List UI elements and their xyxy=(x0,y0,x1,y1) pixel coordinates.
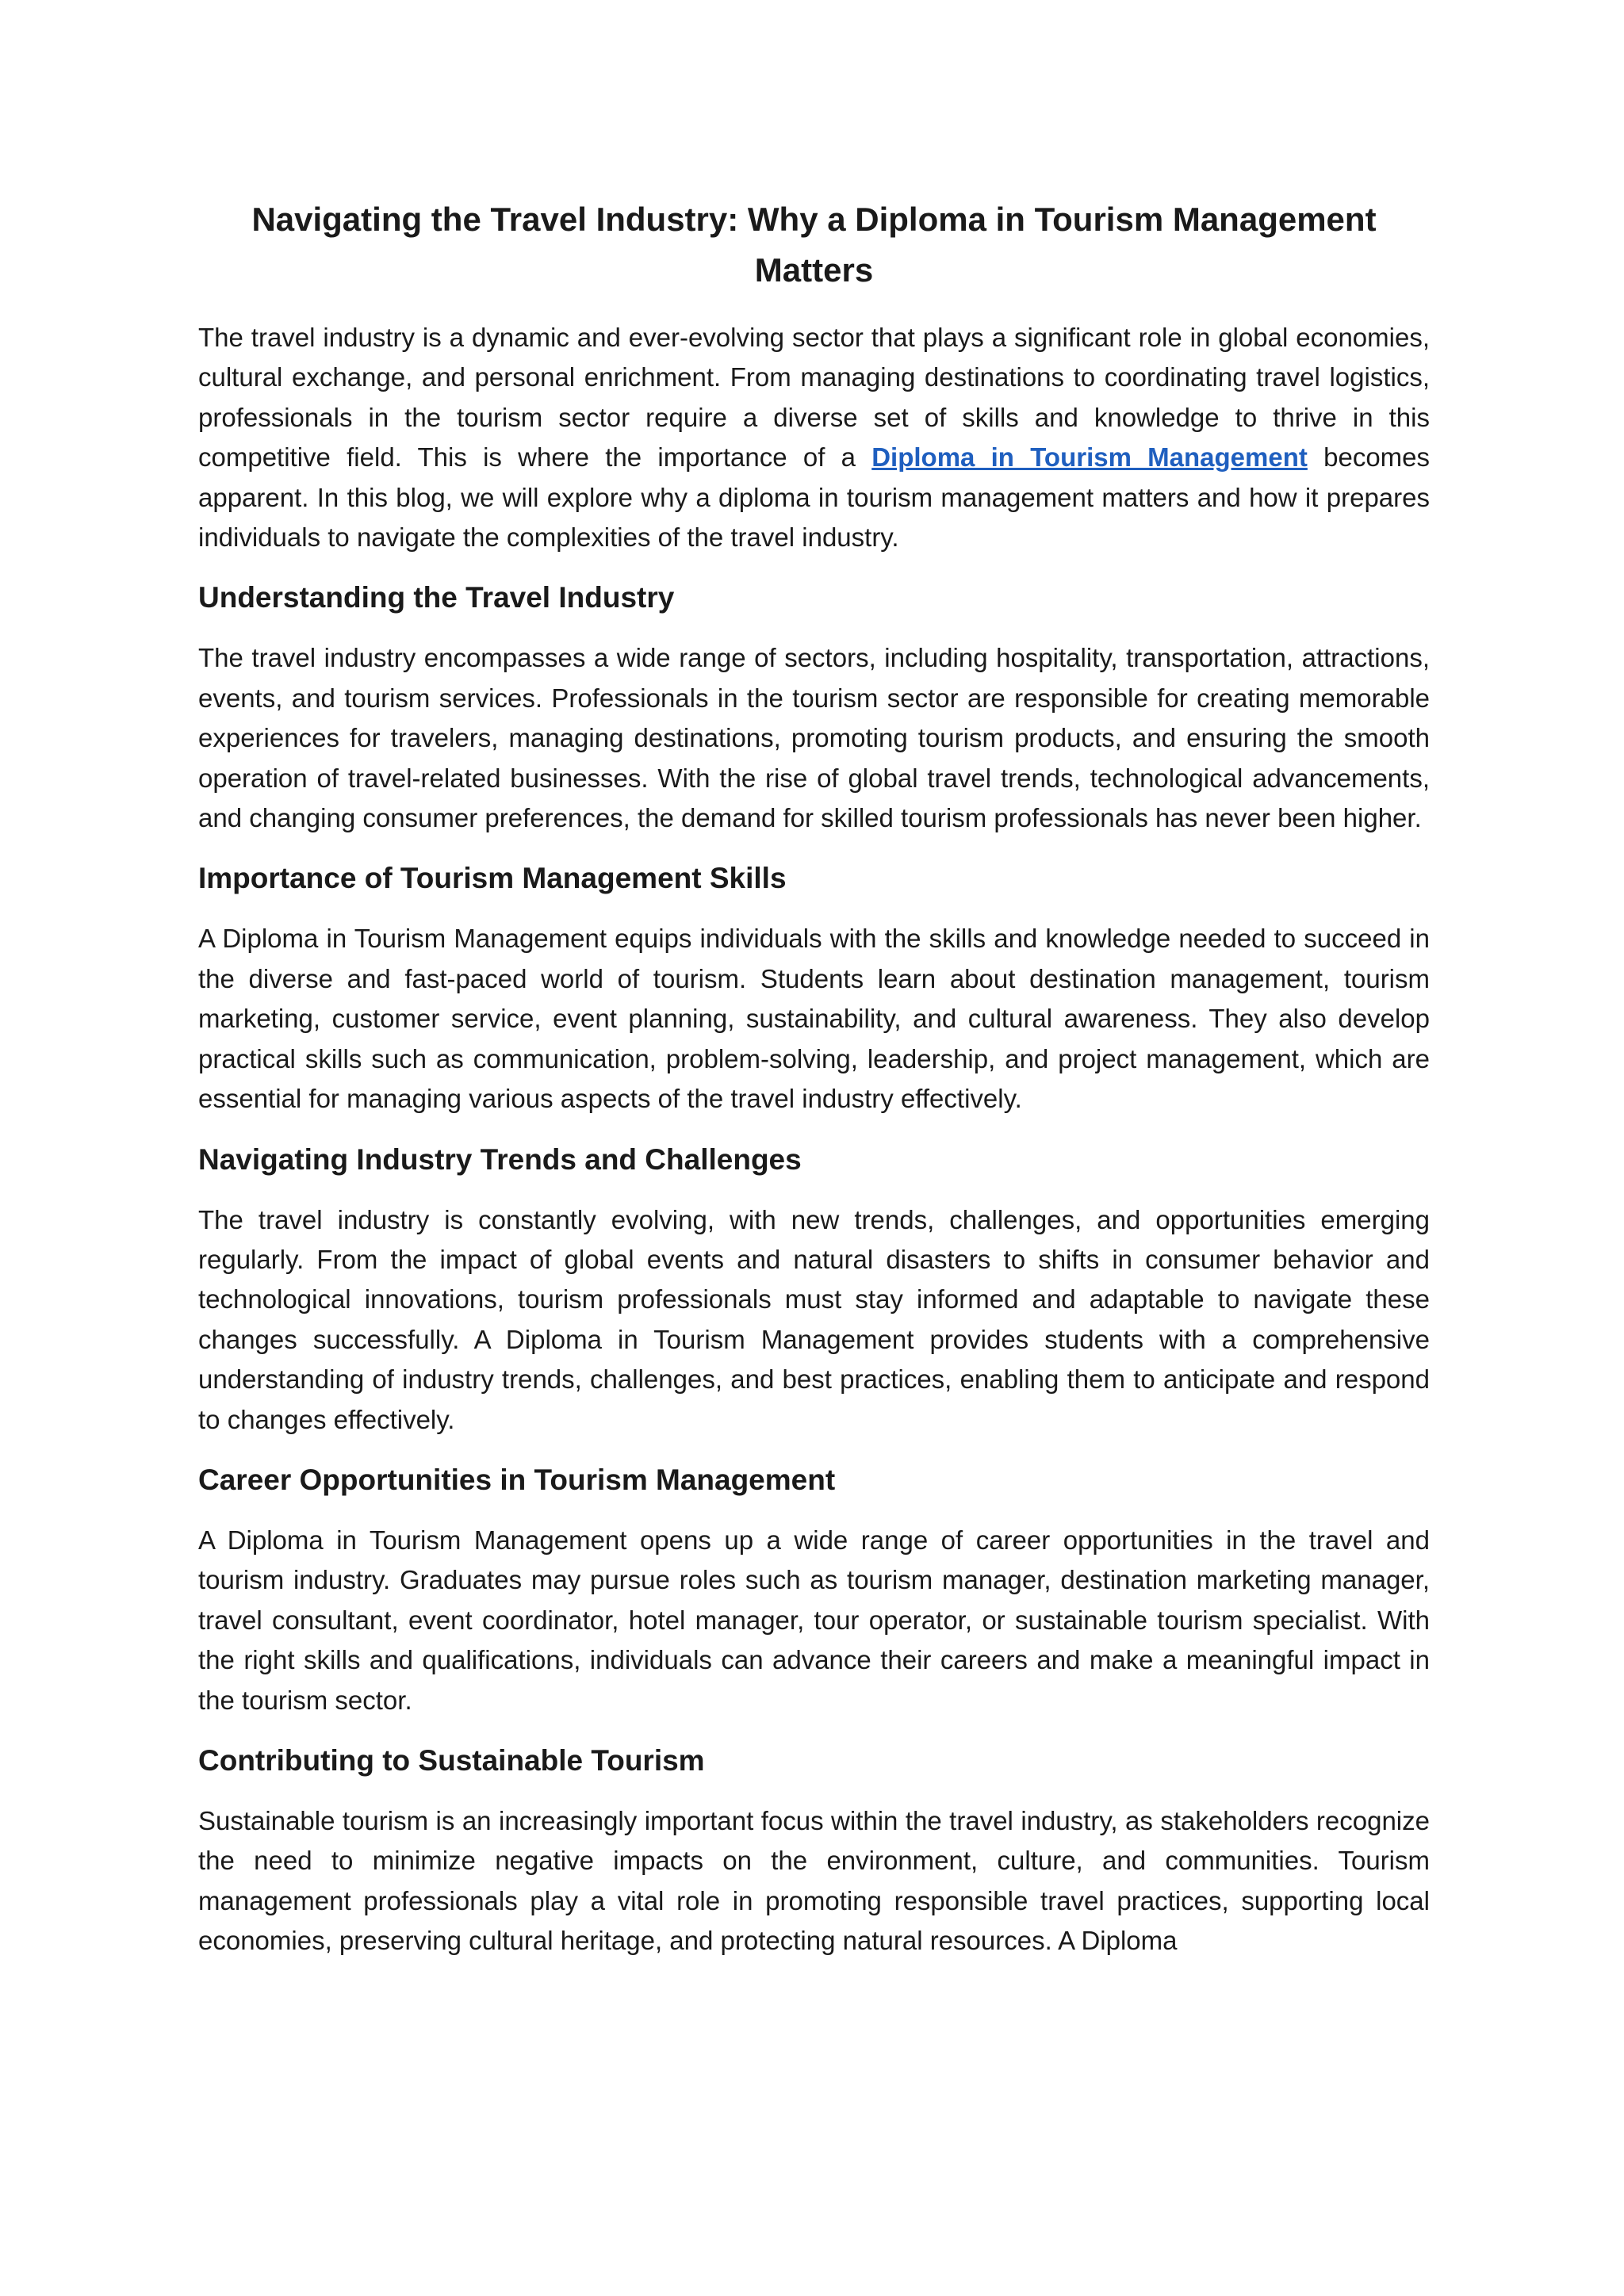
section-body-trends: The travel industry is constantly evolving, with new trends, challenges, and opportunities emerging regularly. From the impact of global events and natural disasters to shifts in consumer behavior and technological innovations, tourism professionals must stay informed and adaptable to navigate these changes successfully. A Diploma in Tourism Management provides students with a comprehensive understanding of industry trends, challenges, and best practices, enabling them to anticipate and respond to changes effectively. xyxy=(198,1204,1430,1434)
diploma-link[interactable]: Diploma in Tourism Management xyxy=(871,442,1308,473)
section-heading-skills: Importance of Tourism Management Skills xyxy=(198,862,787,895)
section-body-understanding: The travel industry encompasses a wide range of sectors, including hospitality, transportation, attractions, events, and tourism services. Professionals in the tourism sector are responsible for creating memorable experiences for travelers, managing destinations, promoting tourism products, and ensuring the smooth operation of travel-related businesses. With the rise of global travel trends, technological advancements, and changing consumer preferences, the demand for skilled tourism professionals has never been higher. xyxy=(198,643,1430,833)
section-heading-understanding: Understanding the Travel Industry xyxy=(198,581,675,614)
section-body-careers: A Diploma in Tourism Management opens up a wide range of career opportunities in the travel and tourism industry. Graduates may pursue roles such as tourism manager, destination marketing manager, travel consultant, event coordinator, hotel manager, tour operator, or sustainable tourism specialist. With the right skills and qualifications, individuals can advance their careers and make a meaningful impact in the tourism sector. xyxy=(198,1525,1430,1715)
intro-text-after-link: becomes apparent. In this blog, we will explore why a diploma in tourism management matters and how it prepares individuals to navigate the complexities of the travel industry. xyxy=(198,442,1431,553)
page-title: Navigating the Travel Industry: Why a Diploma in Tourism Management Matters xyxy=(251,201,1377,289)
section-body-skills: A Diploma in Tourism Management equips individuals with the skills and knowledge needed to succeed in the diverse and fast-paced world of tourism. Students learn about destination management, tourism marketing, customer service, event planning, sustainability, and cultural awareness. They also develop practical skills such as communication, problem-solving, leadership, and project management, which are essential for managing various aspects of the travel industry effectively. xyxy=(198,924,1430,1114)
section-heading-trends: Navigating Industry Trends and Challenges xyxy=(198,1142,802,1176)
intro-paragraph xyxy=(198,318,1430,557)
section-body-sustainable: Sustainable tourism is an increasingly important focus within the travel industry, as stakeholders recognize the need to minimize negative impacts on the environment, culture, and communities. Tourism management professionals play a vital role in promoting responsible travel practices, supporting local economies, preserving cultural heritage, and protecting natural resources. A Diploma xyxy=(198,1805,1430,1956)
intro-text-before-link: The travel industry is a dynamic and ever-evolving sector that plays a significant role in global economies, cultural exchange, and personal enrichment. From managing destinations to coordinating travel logistics, professionals in the tourism sector require a diverse set of skills and knowledge to thrive in this competitive field. This is where the importance of a xyxy=(198,323,1430,473)
section-heading-sustainable: Contributing to Sustainable Tourism xyxy=(198,1743,705,1777)
section-heading-careers: Career Opportunities in Tourism Management xyxy=(198,1463,836,1496)
